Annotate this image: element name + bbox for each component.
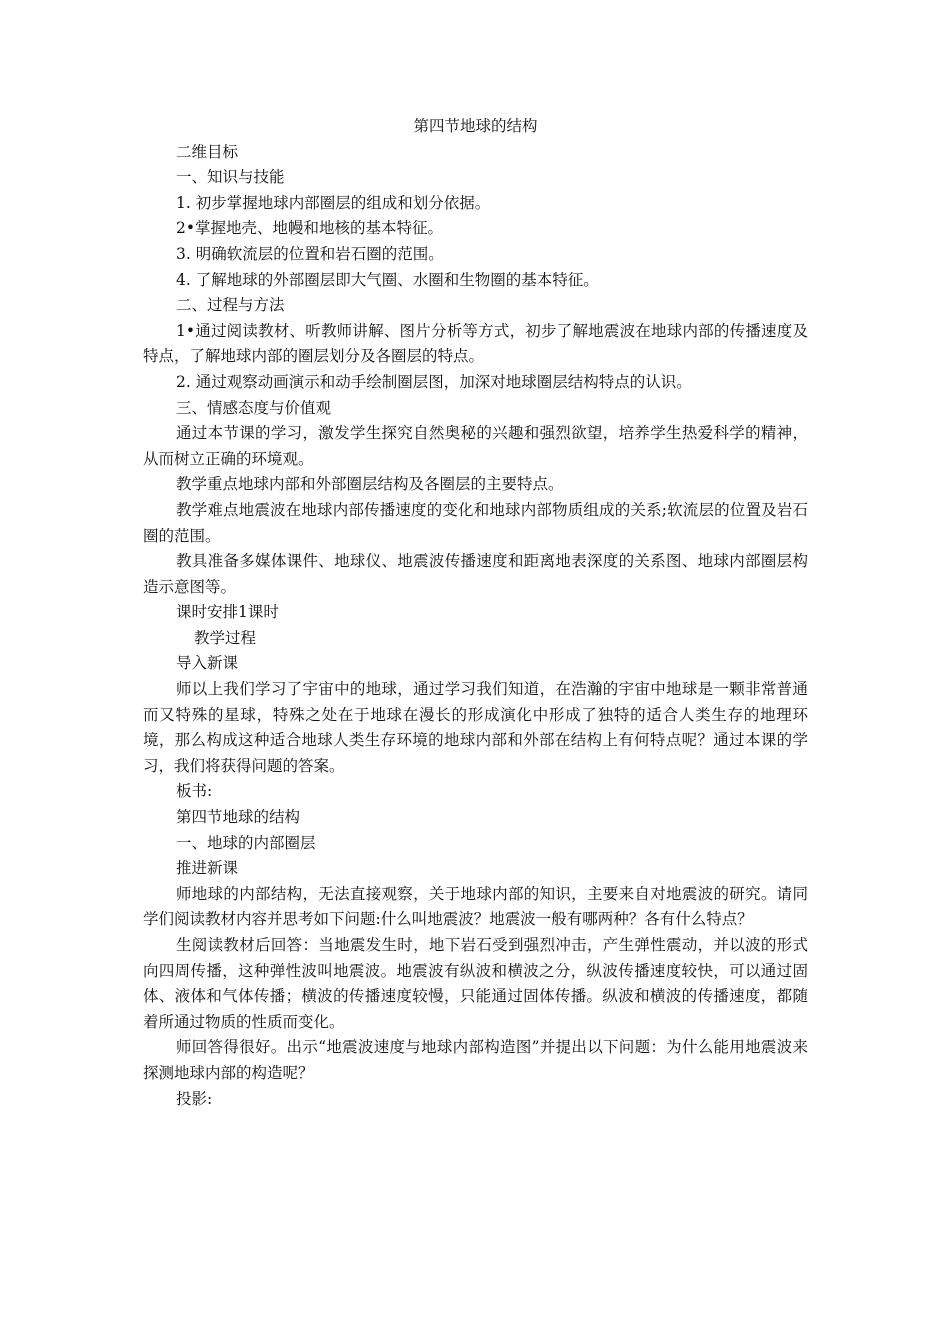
paragraph: 第四节地球的结构 <box>176 808 301 827</box>
section-heading: 一、知识与技能 <box>176 168 285 187</box>
paragraph: 1. 初步掌握地球内部圈层的组成和划分依据。 <box>176 193 491 212</box>
paragraph: 投影: <box>176 1089 213 1108</box>
section-heading: 教学过程 <box>194 628 257 647</box>
paragraph: 教学难点地震波在地球内部传播速度的变化和地球内部物质组成的关系;软流层的位置及岩石圈的范围。 <box>143 500 808 545</box>
section-heading: 推进新课 <box>176 859 239 878</box>
section-heading: 导入新课 <box>176 654 239 673</box>
paragraph: 生阅读教材后回答：当地震发生时，地下岩石受到强烈冲击，产生弹性震动，并以波的形式向四周传播，这种弹性波叫地震波。地震波有纵波和横波之分，纵波传播速度较快，可以通过固体、液体和气体传播；横波的传播速度较慢，只能通过固体传播。纵波和横波的传播速度，都随着所通过物质的性质而变化。 <box>143 936 808 1031</box>
paragraph: 2. 通过观察动画演示和动手绘制圈层图，加深对地球圈层结构特点的认识。 <box>176 372 692 391</box>
paragraph: 2•掌握地壳、地幔和地核的基本特征。 <box>176 219 444 238</box>
paragraph: 3. 明确软流层的位置和岩石圈的范围。 <box>176 244 444 263</box>
paragraph: 师回答得很好。出示“地震波速度与地球内部构造图”并提出以下问题：为什么能用地震波来探测地球内部的构造呢？ <box>143 1038 808 1082</box>
paragraph: 4. 了解地球的外部圈层即大气圈、水圈和生物圈的基本特征。 <box>176 270 599 289</box>
paragraph: 二维目标 <box>176 142 239 161</box>
paragraph: 教学重点地球内部和外部圈层结构及各圈层的主要特点。 <box>176 475 564 494</box>
paragraph: 师以上我们学习了宇宙中的地球，通过学习我们知道，在浩瀚的宇宙中地球是一颗非常普通而又特殊的星球，特殊之处在于地球在漫长的形成演化中形成了独特的适合人类生存的地理环境，那么构成这种适合地球人类生存环境的地球内部和外部在结构上有何特点呢？通过本课的学习，我们将获得问题的答案。 <box>143 680 808 775</box>
document-title: 第四节地球的结构 <box>413 117 538 135</box>
document-page <box>143 114 808 1112</box>
paragraph: 通过本节课的学习，激发学生探究自然奥秘的兴趣和强烈欲望，培养学生热爱科学的精神，从而树立正确的环境观。 <box>143 424 808 468</box>
paragraph: 课时安排1课时 <box>176 603 279 622</box>
section-heading: 一、地球的内部圈层 <box>176 833 316 852</box>
paragraph: 师地球的内部结构，无法直接观察，关于地球内部的知识，主要来自对地震波的研究。请同学们阅读教材内容并思考如下问题:什么叫地震波？地震波一般有哪两种？各有什么特点？ <box>143 884 808 929</box>
paragraph: 教具准备多媒体课件、地球仪、地震波传播速度和距离地表深度的关系图、地球内部圈层构造示意图等。 <box>143 552 808 596</box>
paragraph: 1•通过阅读教材、听教师讲解、图片分析等方式，初步了解地震波在地球内部的传播速度及特点，了解地球内部的圈层划分及各圈层的特点。 <box>143 321 808 366</box>
section-heading: 三、情感态度与价值观 <box>176 398 332 417</box>
paragraph: 板书: <box>176 782 213 801</box>
section-heading: 二、过程与方法 <box>176 296 285 315</box>
